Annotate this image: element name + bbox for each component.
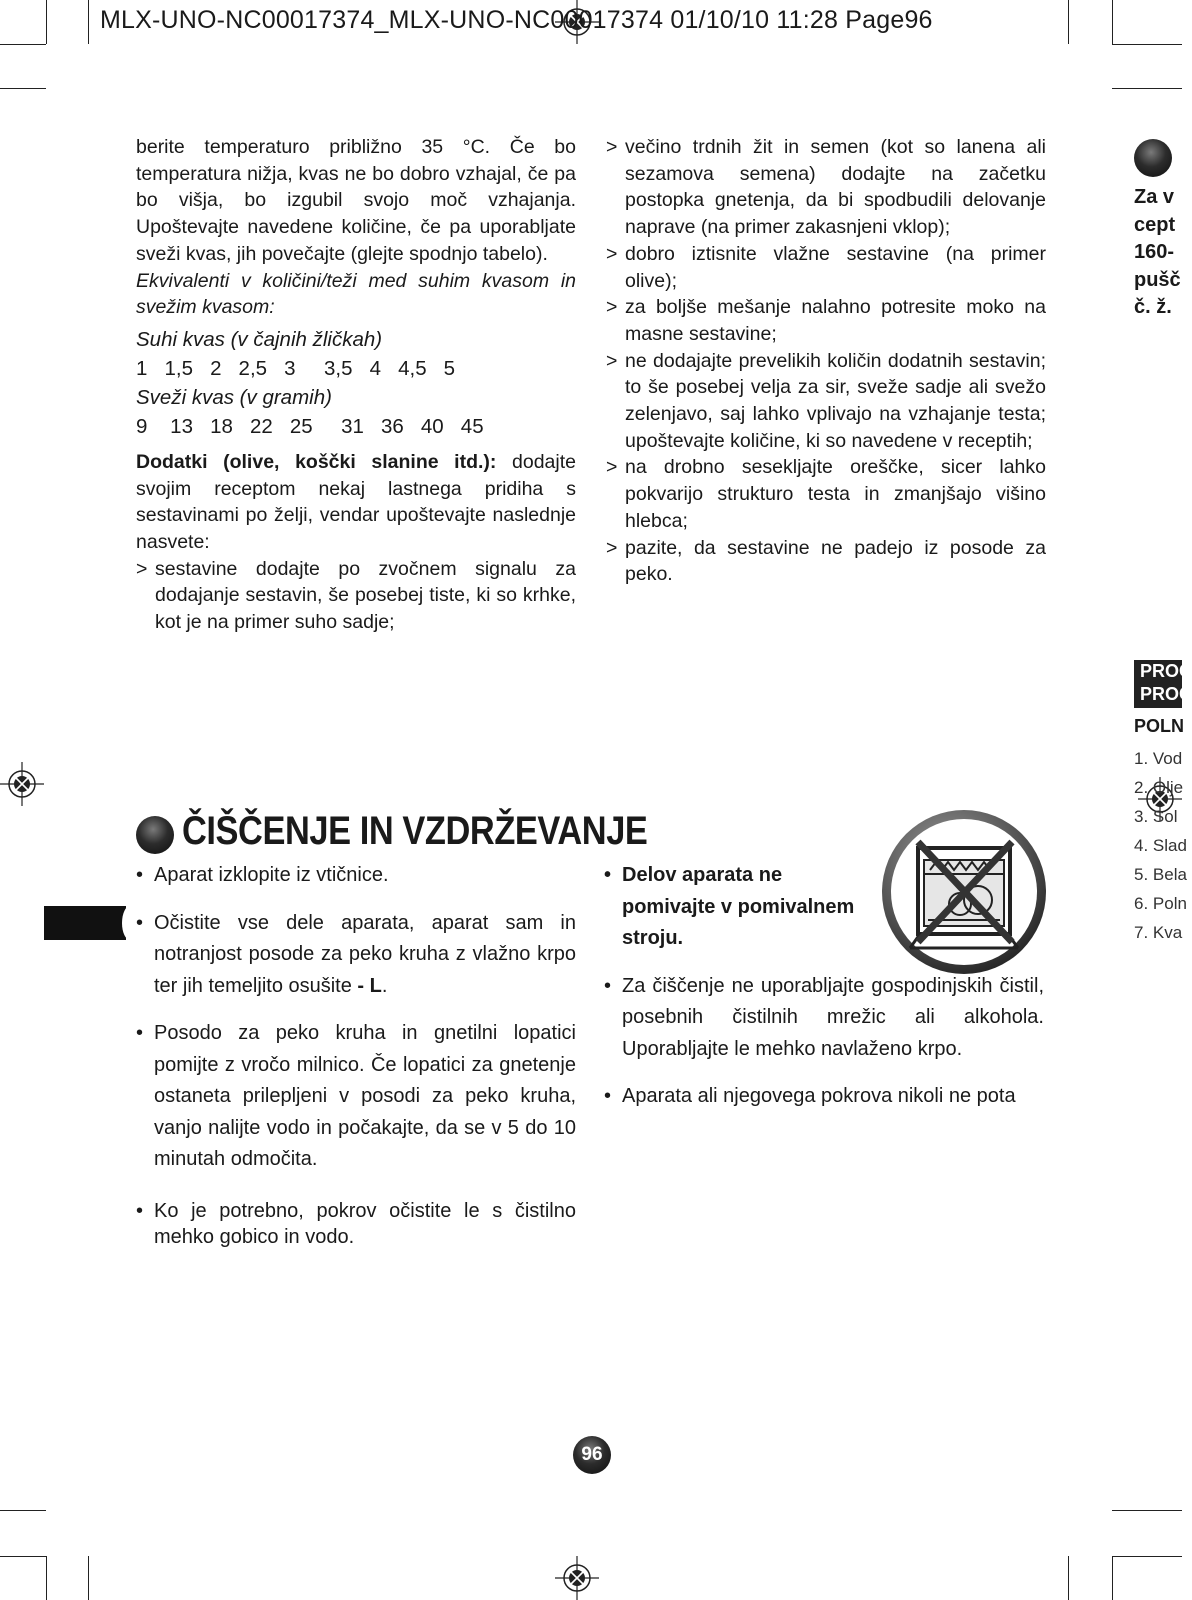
print-slug: MLX-UNO-NC00017374_MLX-UNO-NC00017374 01/10/10 11:28 Page96	[100, 6, 933, 34]
bullet-marker: •	[136, 1022, 144, 1044]
list-marker: >	[606, 349, 618, 372]
side-ingredient-list	[1134, 744, 1187, 947]
additives-paragraph	[136, 449, 576, 556]
tip-text: na drobno sesekljajte oreščke, sicer lahko pokvarijo strukturo testa in zmanjšajo višino hlebca;	[625, 456, 1046, 532]
side-list-item: 1. Vod	[1134, 749, 1183, 768]
tip-text: večino trdnih žit in semen (kot so lanena ali sezamova semena) dodajte na začetku postopka gnetenja, da bi spodbudili delovanje naprave (na primer zakasnjeni vklop);	[625, 136, 1046, 239]
bullet-marker: •	[136, 864, 144, 886]
list-marker: >	[606, 536, 618, 559]
bullet-marker: •	[136, 911, 144, 934]
bullet-marker: •	[604, 864, 612, 886]
item-text: Aparat izklopite iz vtičnice.	[154, 864, 389, 886]
registration-mark-icon	[555, 1556, 599, 1600]
list-marker: >	[606, 296, 618, 319]
no-dishwasher-icon	[880, 808, 1048, 976]
bullet-marker: •	[604, 974, 612, 997]
list-item	[604, 971, 1044, 1066]
side-proc-label: PROC	[1140, 661, 1192, 681]
crop-mark	[0, 44, 46, 45]
cleaning-left-column	[136, 860, 576, 1251]
figure-ref: L	[369, 974, 382, 997]
dry-yeast-label: Suhi kvas (v čajnih žličkah)	[136, 327, 383, 351]
item-text: Posodo za peko kruha in gnetilni lopatici pomijte z vročo milnico. Če lopatici za gnetenje ostaneta prilepljeni v posodi za peko kruha, vanjo nalijte vodo in počakajte, da se v 5 do 10 minutah odmočita.	[154, 1022, 576, 1170]
list-item	[606, 241, 1046, 294]
list-item	[136, 556, 576, 636]
list-marker: >	[606, 456, 618, 479]
side-line: pušč	[1134, 268, 1181, 291]
side-line: č. ž.	[1134, 296, 1172, 318]
list-item	[604, 1081, 1044, 1113]
side-list-item: 6. Poln	[1134, 894, 1187, 913]
list-marker: >	[606, 242, 618, 265]
item-text-end: .	[381, 974, 388, 997]
list-item	[136, 1198, 576, 1251]
side-strip-text	[1134, 184, 1182, 322]
crop-mark	[0, 1556, 46, 1557]
list-item	[136, 908, 576, 1003]
side-line: cept	[1134, 213, 1176, 236]
bullet-marker: •	[136, 1199, 144, 1222]
section-title: ČIŠČENJE IN VZDRŽEVANJE	[182, 809, 648, 853]
item-text: Ko je potrebno, pokrov očistite le s čistilno mehko gobico in vodo.	[154, 1199, 576, 1249]
crop-mark	[1112, 44, 1182, 45]
crop-mark	[46, 0, 47, 44]
side-line: Za v	[1134, 186, 1175, 208]
list-marker: >	[136, 557, 148, 580]
crop-mark	[0, 88, 46, 89]
list-item	[606, 454, 1046, 534]
side-proc-box	[1134, 660, 1192, 708]
side-line: 160-	[1134, 241, 1175, 263]
side-proc-label: PROC	[1140, 684, 1192, 704]
tip-text: dobro iztisnite vlažne sestavine (na primer olive);	[625, 242, 1046, 292]
list-item	[136, 860, 576, 892]
side-list-item: 4. Slad	[1134, 836, 1187, 855]
list-item	[606, 535, 1046, 588]
crop-mark	[1112, 1556, 1182, 1557]
tip-text: sestavine dodajte po zvočnem signalu za dodajanje sestavin, še posebej tiste, ki so krhke, kot je na primer suho sadje;	[155, 557, 576, 634]
page-number: 96	[581, 1444, 603, 1465]
side-list-item: 2. Olje	[1134, 778, 1184, 797]
crop-mark	[88, 0, 89, 44]
list-item	[606, 294, 1046, 347]
tip-text: pazite, da sestavine ne padejo iz posode za peko.	[625, 536, 1046, 586]
dry-yeast-values: 1 1,5 2 2,5 3 3,5 4 4,5 5	[136, 356, 456, 380]
equivalents-note: Ekvivalenti v količini/teži med suhim kvasom in svežim kvasom:	[136, 269, 576, 319]
fresh-yeast-label: Sveži kvas (v gramih)	[136, 385, 332, 409]
bullet-marker: •	[604, 1085, 612, 1107]
list-item	[606, 348, 1046, 455]
crop-mark	[1112, 1556, 1113, 1600]
item-text: Očistite vse dele aparata, aparat sam in notranjost posode za peko kruha z vlažno krpo ter jih temeljito osušite	[154, 911, 576, 997]
registration-mark-icon	[0, 762, 44, 806]
crop-mark	[1112, 88, 1182, 89]
item-text: Aparata ali njegovega pokrova nikoli ne pota	[622, 1085, 1016, 1107]
fresh-yeast-values: 9 13 18 22 25 31 36 40 45	[136, 414, 484, 438]
language-tab	[44, 906, 126, 940]
side-poln-label: POLN	[1134, 716, 1185, 736]
item-text: Za čiščenje ne uporabljajte gospodinjskih čistil, posebnih čistilnih mrežic ali alkohola. Uporabljajte le mehko navlaženo krpo.	[622, 974, 1044, 1060]
crop-mark	[1068, 1556, 1069, 1600]
section-bullet-icon	[136, 816, 174, 854]
side-list-item: 5. Bela	[1134, 865, 1187, 884]
additives-heading: Dodatki (olive, koščki slanine itd.):	[136, 450, 497, 473]
crop-mark	[1112, 0, 1113, 44]
item-text: Delov aparata ne pomivajte v pomivalnem stroju.	[622, 864, 855, 949]
left-column	[136, 134, 576, 636]
additives-text: dodajte svojim receptom nekaj lastnega pridiha s sestavinami po želji, vendar upoštevajte naslednje nasvete:	[136, 450, 576, 554]
list-item	[606, 134, 1046, 241]
side-bullet-icon	[1134, 139, 1172, 177]
intro-paragraph: berite temperaturo približno 35 °C. Če bo temperatura nižja, kvas ne bo dobro vzhajal, če pa bo višja, bo izgubil svojo moč vzhajanja. Upoštevajte navedene količine, če pa uporabljate sveži kvas, jih povečajte (glejte spodnjo tabelo).	[136, 136, 576, 265]
list-item	[604, 860, 872, 955]
list-marker: >	[606, 136, 618, 158]
list-item	[136, 1018, 576, 1176]
side-list-item: 7. Kva	[1134, 923, 1183, 942]
crop-mark	[1068, 0, 1069, 44]
crop-mark	[46, 1556, 47, 1600]
crop-mark	[0, 1510, 46, 1511]
crop-mark	[88, 1556, 89, 1600]
right-column	[606, 134, 1046, 588]
tip-text: ne dodajajte prevelikih količin dodatnih sestavin; to še posebej velja za sir, sveže sadje ali svežo zelenjavo, saj lahko vplivajo na vzhajanje testa; upoštevajte količine, ki so navedene v receptih;	[625, 349, 1046, 452]
figure-ref-separator: -	[351, 974, 370, 997]
side-list-item: 3. Sol	[1134, 807, 1178, 826]
tip-text: za boljše mešanje nalahno potresite moko na masne sestavine;	[625, 296, 1046, 345]
crop-mark	[1112, 1510, 1182, 1511]
